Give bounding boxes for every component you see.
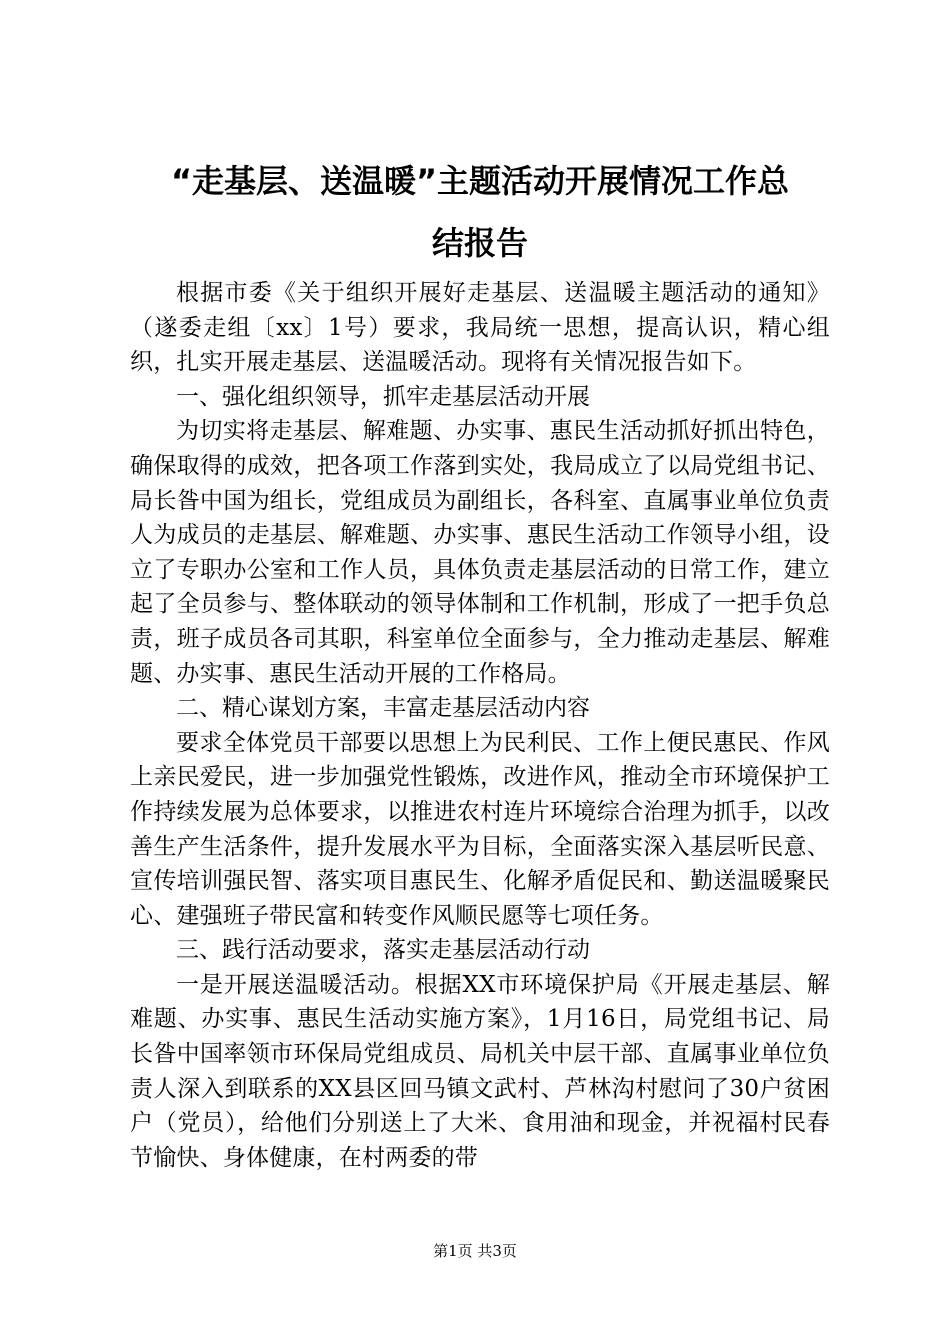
section-heading-3: 三、践行活动要求，落实走基层活动行动 <box>176 937 590 964</box>
page-footer: 第1页 共3页 <box>433 1242 517 1260</box>
section-heading-1: 一、强化组织领导，抓牢走基层活动开展 <box>176 383 590 410</box>
section-2-paragraph: 要求全体党员干部要以思想上为民利民、工作上便民惠民、作风上亲民爱民，进一步加强党性锻炼，改进作风，推动全市环境保护工作持续发展为总体要求，以推进农村连片环境综合治理为抓手，以改善生产生活条件，提升发展水平为目标，全面落实深入基层听民意、宣传培训强民智、落实项目惠民生、化解矛盾促民和、勤送温暖聚民心、建强班子带民富和转变作风顺民愿等七项任务。 <box>130 729 830 929</box>
document-page <box>130 150 830 1175</box>
intro-paragraph: 根据市委《关于组织开展好走基层、送温暖主题活动的通知》（遂委走组〔xx〕1号）要求，我局统一思想，提高认识，精心组织，扎实开展走基层、送温暖活动。现将有关情况报告如下。 <box>130 280 830 376</box>
title-line-1: “走基层、送温暖”主题活动开展情况工作总 <box>170 162 790 200</box>
document-body <box>130 276 830 1175</box>
section-heading-2: 二、精心谋划方案，丰富走基层活动内容 <box>176 695 590 722</box>
section-1-paragraph: 为切实将走基层、解难题、办实事、惠民生活动抓好抓出特色，确保取得的成效，把各项工作落到实处，我局成立了以局党组书记、局长昝中国为组长，党组成员为副组长，各科室、直属事业单位负责人为成员的走基层、解难题、办实事、惠民生活动工作领导小组，设立了专职办公室和工作人员，具体负责走基层活动的日常工作，建立起了全员参与、整体联动的领导体制和工作机制，形成了一把手负总责，班子成员各司其职，科室单位全面参与，全力推动走基层、解难题、办实事、惠民生活动开展的工作格局。 <box>130 418 830 687</box>
section-3-paragraph: 一是开展送温暖活动。根据XX市环境保护局《开展走基层、解难题、办实事、惠民生活动实施方案》，1月16日，局党组书记、局长昝中国率领市环保局党组成员、局机关中层干部、直属事业单位负责人深入到联系的XX县区回马镇文武村、芦林沟村慰问了30户贫困户（党员），给他们分别送上了大米、食用油和现金，并祝福村民春节愉快、身体健康，在村两委的带 <box>130 971 830 1171</box>
document-title <box>130 150 830 274</box>
title-line-2: 结报告 <box>431 224 528 262</box>
